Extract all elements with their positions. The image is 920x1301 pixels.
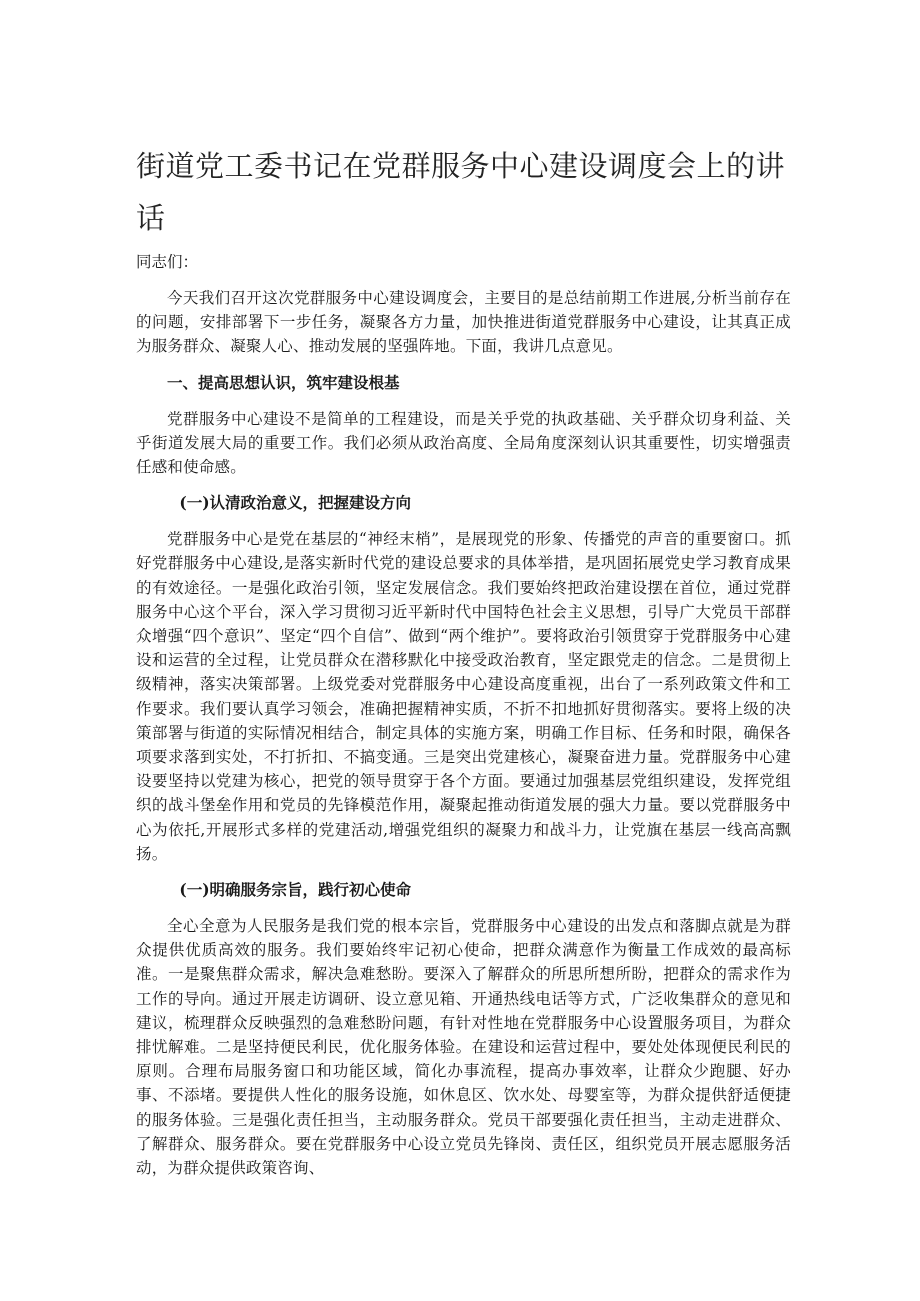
section-heading-1: 一、提高思想认识，筑牢建设根基 bbox=[167, 372, 400, 392]
document-page bbox=[136, 140, 791, 1192]
subsection-heading-2: (一)明确服务宗旨，践行初心使命 bbox=[179, 880, 412, 900]
intro-paragraph: 今天我们召开这次党群服务中心建设调度会，主要目的是总结前期工作进展,分析当前存在的问题，安排部署下一步任务，凝聚各方力量，加快推进街道党群服务中心建设，让其真正成为服务群众、凝聚人心、推动发展的坚强阵地。下面，我讲几点意见。 bbox=[136, 289, 791, 356]
subsection-1-paragraph: 党群服务中心是党在基层的“神经末梢”，是展现党的形象、传播党的声音的重要窗口。抓好党群服务中心建设,是落实新时代党的建设总要求的具体举措，是巩固拓展党史学习教育成果的有效途径。一是强化政治引领，坚定发展信念。我们要始终把政治建设摆在首位，通过党群服务中心这个平台，深入学习贯彻习近平新时代中国特色社会主义思想，引导广大党员干部群众增强“四个意识”、坚定“四个自信”、做到“两个维护”。要将政治引领贯穿于党群服务中心建设和运营的全过程，让党员群众在潜移默化中接受政治教育，坚定跟党走的信念。二是贯彻上级精神，落实决策部署。上级党委对党群服务中心建设高度重视，出台了一系列政策文件和工作要求。我们要认真学习领会，准确把握精神实质，不折不扣地抓好贯彻落实。要将上级的决策部署与街道的实际情况相结合，制定具体的实施方案，明确工作目标、任务和时限，确保各项要求落到实处，不打折扣、不搞变通。三是突出党建核心，凝聚奋进力量。党群服务中心建设要坚持以党建为核心，把党的领导贯穿于各个方面。要通过加强基层党组织建设，发挥党组织的战斗堡垒作用和党员的先锋模范作用，凝聚起推动街道发展的强大力量。要以党群服务中心为依托,开展形式多样的党建活动,增强党组织的凝聚力和战斗力，让党旗在基层一线高高飘扬。 bbox=[136, 530, 791, 863]
subsection-heading-1: (一)认清政治意义，把握建设方向 bbox=[179, 493, 412, 513]
section-1-paragraph: 党群服务中心建设不是简单的工程建设，而是关乎党的执政基础、关乎群众切身利益、关乎街道发展大局的重要工作。我们必须从政治高度、全局角度深刻认识其重要性，切实增强责任感和使命感。 bbox=[136, 409, 791, 477]
subsection-2-paragraph: 全心全意为人民服务是我们党的根本宗旨，党群服务中心建设的出发点和落脚点就是为群众提供优质高效的服务。我们要始终牢记初心使命，把群众满意作为衡量工作成效的最高标准。一是聚焦群众需求，解决急难愁盼。要深入了解群众的所思所想所盼，把群众的需求作为工作的导向。通过开展走访调研、设立意见箱、开通热线电话等方式，广泛收集群众的意见和建议，梳理群众反映强烈的急难愁盼问题，有针对性地在党群服务中心设置服务项目，为群众排忧解难。二是坚持便民利民，优化服务体验。在建设和运营过程中，要处处体现便民利民的原则。合理布局服务窗口和功能区域，简化办事流程，提高办事效率，让群众少跑腿、好办事、不添堵。要提供人性化的服务设施，如休息区、饮水处、母婴室等，为群众提供舒适便捷的服务体验。三是强化责任担当，主动服务群众。党员干部要强化责任担当，主动走进群众、了解群众、服务群众。要在党群服务中心设立党员先锋岗、责任区，组织党员开展志愿服务活动，为群众提供政策咨询、 bbox=[136, 917, 791, 1178]
document-title: 街道党工委书记在党群服务中心建设调度会上的讲话 bbox=[136, 149, 786, 235]
salutation: 同志们： bbox=[136, 253, 199, 271]
